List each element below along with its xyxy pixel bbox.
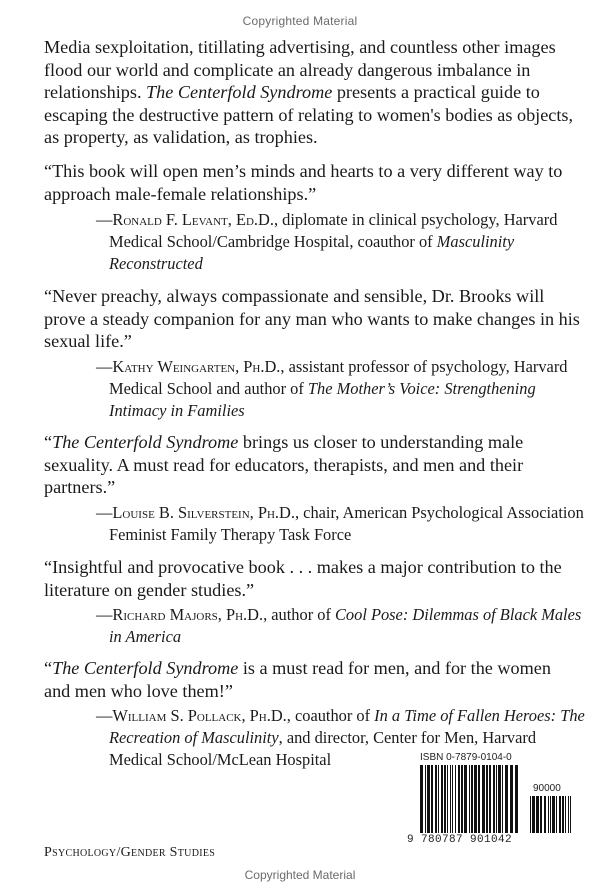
barcode-number: 9 780787 901042 xyxy=(407,834,513,846)
barcode-bar xyxy=(570,796,571,833)
barcode-bar xyxy=(455,765,456,833)
em-dash: — xyxy=(96,357,113,376)
barcode-bar xyxy=(532,796,535,833)
em-dash: — xyxy=(96,210,113,229)
barcode-bar xyxy=(510,765,513,833)
quote-4-book: Cool Pose: Dilemmas of Black Males in America xyxy=(109,605,582,646)
barcode-bar xyxy=(493,765,495,833)
barcode xyxy=(420,765,520,838)
quote-5-attribution xyxy=(96,705,591,771)
quote-2-text: “Never preachy, always compassionate and sensible, Dr. Brooks will prove a steady companion for any man who wants to make changes in his sexual life.” xyxy=(44,286,580,352)
price-barcode xyxy=(530,796,574,838)
barcode-bar xyxy=(536,796,539,833)
quote-5-rest: is a must read for men, and for the women and men who love them!” xyxy=(44,658,551,701)
intro-text-2: presents a practical guide to escaping the destructive pattern of relating to women's bodies as objects, as property, as validation, as trophies. xyxy=(44,82,574,148)
barcode-bar xyxy=(474,765,477,833)
quote-1-text: “This book will open men’s minds and hearts to a very different way to approach male-female relationships.” xyxy=(44,161,563,204)
barcode-bar xyxy=(568,796,569,833)
quote-3-text xyxy=(44,431,580,499)
barcode-bar xyxy=(478,765,480,833)
blurb-intro xyxy=(44,36,580,149)
barcode-bar xyxy=(565,796,566,833)
quote-2-attribution xyxy=(96,356,591,422)
intro-book-title: The Centerfold Syndrome xyxy=(146,82,333,103)
quote-3-open: “ xyxy=(44,432,53,452)
quote-5-author: William S. Pollack, Ph.D. xyxy=(112,706,287,725)
category-label: Psychology/Gender Studies xyxy=(44,845,216,860)
barcode-bar xyxy=(471,765,473,833)
barcode-bar xyxy=(540,796,542,833)
barcode-bar xyxy=(530,796,531,833)
em-dash: — xyxy=(96,503,113,522)
quote-1-attribution xyxy=(96,209,591,275)
quote-2-author: Kathy Weingarten, Ph.D. xyxy=(112,357,281,376)
quote-1-desc: , diplomate in clinical psychology, Harvard Medical School/Cambridge Hospital, coauthor of xyxy=(109,210,558,251)
quote-4-author: Richard Majors, Ph.D. xyxy=(112,605,264,624)
barcode-bar xyxy=(489,765,491,833)
copyright-watermark-top: Copyrighted Material xyxy=(242,14,358,28)
barcode-bar xyxy=(464,765,467,833)
barcode-bar xyxy=(498,765,501,833)
quote-1-author: Ronald F. Levant, Ed.D. xyxy=(112,210,274,229)
barcode-bar xyxy=(469,765,470,833)
price-code: 90000 xyxy=(533,783,561,794)
quote-5-open: “ xyxy=(44,658,53,678)
quote-3-desc: , chair, American Psychological Association Feminist Family Therapy Task Force xyxy=(109,503,584,544)
em-dash: — xyxy=(96,706,113,725)
barcode-bar xyxy=(552,796,555,833)
quote-4-text: “Insightful and provocative book . . . makes a major contribution to the literature on gender studies.” xyxy=(44,557,562,600)
barcode-bar xyxy=(562,796,564,833)
barcode-bar xyxy=(431,765,433,833)
barcode-bar xyxy=(550,796,551,833)
barcode-bar xyxy=(496,765,497,833)
quote-3-book-title: The Centerfold Syndrome xyxy=(52,432,239,452)
em-dash: — xyxy=(96,605,113,624)
quote-4-attribution xyxy=(96,604,591,648)
isbn-label: ISBN 0-7879-0104-0 xyxy=(420,752,512,763)
barcode-bar xyxy=(450,765,451,833)
barcode-bar xyxy=(482,765,485,833)
quote-5-book: In a Time of Fallen Heroes: The Recreation of Masculinity xyxy=(109,706,585,747)
copyright-watermark-bottom: Copyrighted Material xyxy=(244,868,356,882)
barcode-bar xyxy=(444,765,446,833)
quote-3-author: Louise B. Silverstein, Ph.D. xyxy=(112,503,295,522)
barcode-bar xyxy=(447,765,448,833)
quote-3-rest: brings us closer to understanding male sexuality. A must read for educators, therapists, and men and their partners.” xyxy=(44,432,524,498)
barcode-bar xyxy=(441,765,443,833)
barcode-bars-icon xyxy=(420,765,520,833)
barcode-bar xyxy=(556,796,557,833)
barcode-bar xyxy=(486,765,488,833)
quote-5-desc-2: , and director, Center for Men, Harvard Medical School/McLean Hospital xyxy=(109,728,537,769)
quote-5-desc: , coauthor of xyxy=(286,706,375,725)
quote-3-attribution xyxy=(96,502,591,546)
barcode-bar xyxy=(502,765,503,833)
barcode-bar xyxy=(425,765,426,833)
barcode-bar xyxy=(461,765,463,833)
barcode-bar xyxy=(544,796,546,833)
quote-2-book: The Mother’s Voice: Strengthening Intimacy in Families xyxy=(109,379,536,420)
quote-4-desc: , author of xyxy=(263,605,335,624)
barcode-bar xyxy=(438,765,439,833)
barcode-bar xyxy=(458,765,460,833)
quote-2-desc: , assistant professor of psychology, Harvard Medical School and author of xyxy=(109,357,568,398)
barcode-bar xyxy=(559,796,561,833)
barcode-bar xyxy=(435,765,437,833)
quote-1-book: Masculinity Reconstructed xyxy=(109,232,515,273)
quote-5-book-title: The Centerfold Syndrome xyxy=(52,658,239,678)
barcode-bar xyxy=(505,765,508,833)
barcode-bar xyxy=(452,765,453,833)
price-barcode-bars-icon xyxy=(530,796,574,833)
barcode-bar xyxy=(420,765,423,833)
barcode-bar xyxy=(427,765,430,833)
quote-5-text xyxy=(44,657,580,702)
barcode-bar xyxy=(548,796,549,833)
barcode-bar xyxy=(515,765,518,833)
intro-text-1: Media sexploitation, titillating advertising, and countless other images flood our world and complicate an already dangerous imbalance in relationships. xyxy=(44,37,556,103)
